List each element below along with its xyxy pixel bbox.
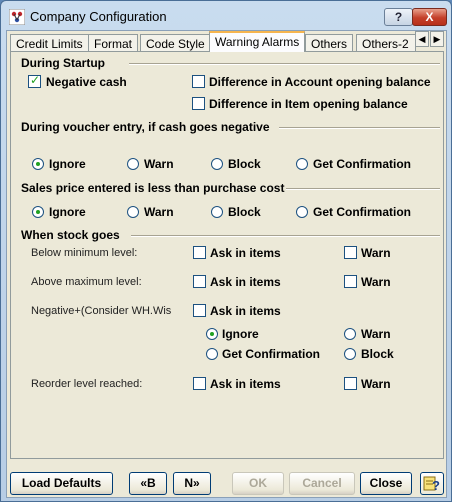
diff-item-checkbox[interactable]	[192, 97, 205, 110]
sales-price-confirm-label[interactable]: Get Confirmation	[313, 205, 411, 219]
titlebar-close-button[interactable]: X	[412, 8, 447, 26]
below-min-warn-label[interactable]: Warn	[361, 246, 391, 260]
negative-stock-block-label[interactable]: Block	[361, 347, 394, 361]
sales-price-ignore-radio[interactable]	[32, 206, 44, 218]
above-max-warn-checkbox[interactable]	[344, 275, 357, 288]
below-min-ask-label[interactable]: Ask in items	[210, 246, 281, 260]
voucher-cash-confirm-radio[interactable]	[296, 158, 308, 170]
window-title: Company Configuration	[30, 9, 167, 24]
negative-stock-ask-checkbox[interactable]	[193, 304, 206, 317]
negative-stock-ignore-radio[interactable]	[206, 328, 218, 340]
above-max-ask-checkbox[interactable]	[193, 275, 206, 288]
help-question-icon	[421, 473, 443, 494]
sales-price-heading: Sales price entered is less than purchase cost	[21, 181, 285, 195]
close-button[interactable]: Close	[360, 472, 412, 495]
sales-price-separator	[286, 188, 440, 190]
app-icon	[9, 9, 25, 25]
negative-stock-block-radio[interactable]	[344, 348, 356, 360]
tab-code-style[interactable]: Code Style	[140, 34, 211, 52]
voucher-cash-separator	[279, 127, 440, 129]
tab-credit-limits[interactable]: Credit Limits	[10, 34, 89, 52]
prev-button[interactable]: «B	[129, 472, 167, 495]
stock-heading: When stock goes	[21, 228, 120, 242]
above-max-warn-label[interactable]: Warn	[361, 275, 391, 289]
voucher-cash-block-radio[interactable]	[211, 158, 223, 170]
negative-stock-warn-radio[interactable]	[344, 328, 356, 340]
voucher-cash-block-label[interactable]: Block	[228, 157, 261, 171]
below-min-warn-checkbox[interactable]	[344, 246, 357, 259]
startup-heading: During Startup	[21, 56, 105, 70]
ok-button[interactable]: OK	[232, 472, 284, 495]
voucher-cash-confirm-label[interactable]: Get Confirmation	[313, 157, 411, 171]
startup-separator	[129, 63, 440, 65]
sales-price-ignore-label[interactable]: Ignore	[49, 205, 86, 219]
load-defaults-button[interactable]: Load Defaults	[10, 472, 113, 495]
warning-alarms-panel	[10, 51, 444, 459]
diff-item-label[interactable]: Difference in Item opening balance	[209, 97, 408, 111]
sales-price-warn-radio[interactable]	[127, 206, 139, 218]
reorder-label: Reorder level reached:	[31, 378, 143, 390]
negative-cash-label[interactable]: Negative cash	[46, 75, 127, 89]
tab-format[interactable]: Format	[88, 34, 138, 52]
negative-stock-ask-label[interactable]: Ask in items	[210, 304, 281, 318]
negative-stock-ignore-label[interactable]: Ignore	[222, 327, 259, 341]
sales-price-confirm-radio[interactable]	[296, 206, 308, 218]
tab-scroll-right-icon[interactable]: ▶	[430, 31, 444, 47]
negative-cash-checkbox[interactable]	[28, 75, 41, 88]
tab-others[interactable]: Others	[305, 34, 353, 52]
voucher-cash-ignore-radio[interactable]	[32, 158, 44, 170]
voucher-cash-heading: During voucher entry, if cash goes negative	[21, 120, 270, 134]
dialog-client	[6, 30, 447, 498]
voucher-cash-warn-radio[interactable]	[127, 158, 139, 170]
above-max-label: Above maximum level:	[31, 276, 142, 288]
help-icon[interactable]	[420, 472, 444, 495]
below-min-ask-checkbox[interactable]	[193, 246, 206, 259]
tab-others-2[interactable]: Others-2	[356, 34, 416, 52]
titlebar-help-button[interactable]: ?	[384, 8, 413, 26]
next-button[interactable]: N»	[173, 472, 211, 495]
reorder-warn-checkbox[interactable]	[344, 377, 357, 390]
tab-scroll-left-icon[interactable]: ◀	[415, 31, 429, 47]
below-min-label: Below minimum level:	[31, 247, 138, 259]
voucher-cash-ignore-label[interactable]: Ignore	[49, 157, 86, 171]
reorder-ask-label[interactable]: Ask in items	[210, 377, 281, 391]
sales-price-block-label[interactable]: Block	[228, 205, 261, 219]
stock-separator	[131, 235, 440, 237]
negative-stock-label: Negative+(Consider WH.Wis	[31, 305, 172, 317]
tab-warning-alarms[interactable]: Warning Alarms	[209, 31, 305, 52]
negative-stock-warn-label[interactable]: Warn	[361, 327, 391, 341]
cancel-button[interactable]: Cancel	[289, 472, 355, 495]
reorder-warn-label[interactable]: Warn	[361, 377, 391, 391]
sales-price-block-radio[interactable]	[211, 206, 223, 218]
diff-account-label[interactable]: Difference in Account opening balance	[209, 75, 431, 89]
title-bar[interactable]	[1, 1, 451, 31]
svg-text:?: ?	[432, 478, 440, 493]
sales-price-warn-label[interactable]: Warn	[144, 205, 174, 219]
diff-account-checkbox[interactable]	[192, 75, 205, 88]
reorder-ask-checkbox[interactable]	[193, 377, 206, 390]
voucher-cash-warn-label[interactable]: Warn	[144, 157, 174, 171]
above-max-ask-label[interactable]: Ask in items	[210, 275, 281, 289]
negative-stock-confirm-radio[interactable]	[206, 348, 218, 360]
negative-stock-confirm-label[interactable]: Get Confirmation	[222, 347, 320, 361]
